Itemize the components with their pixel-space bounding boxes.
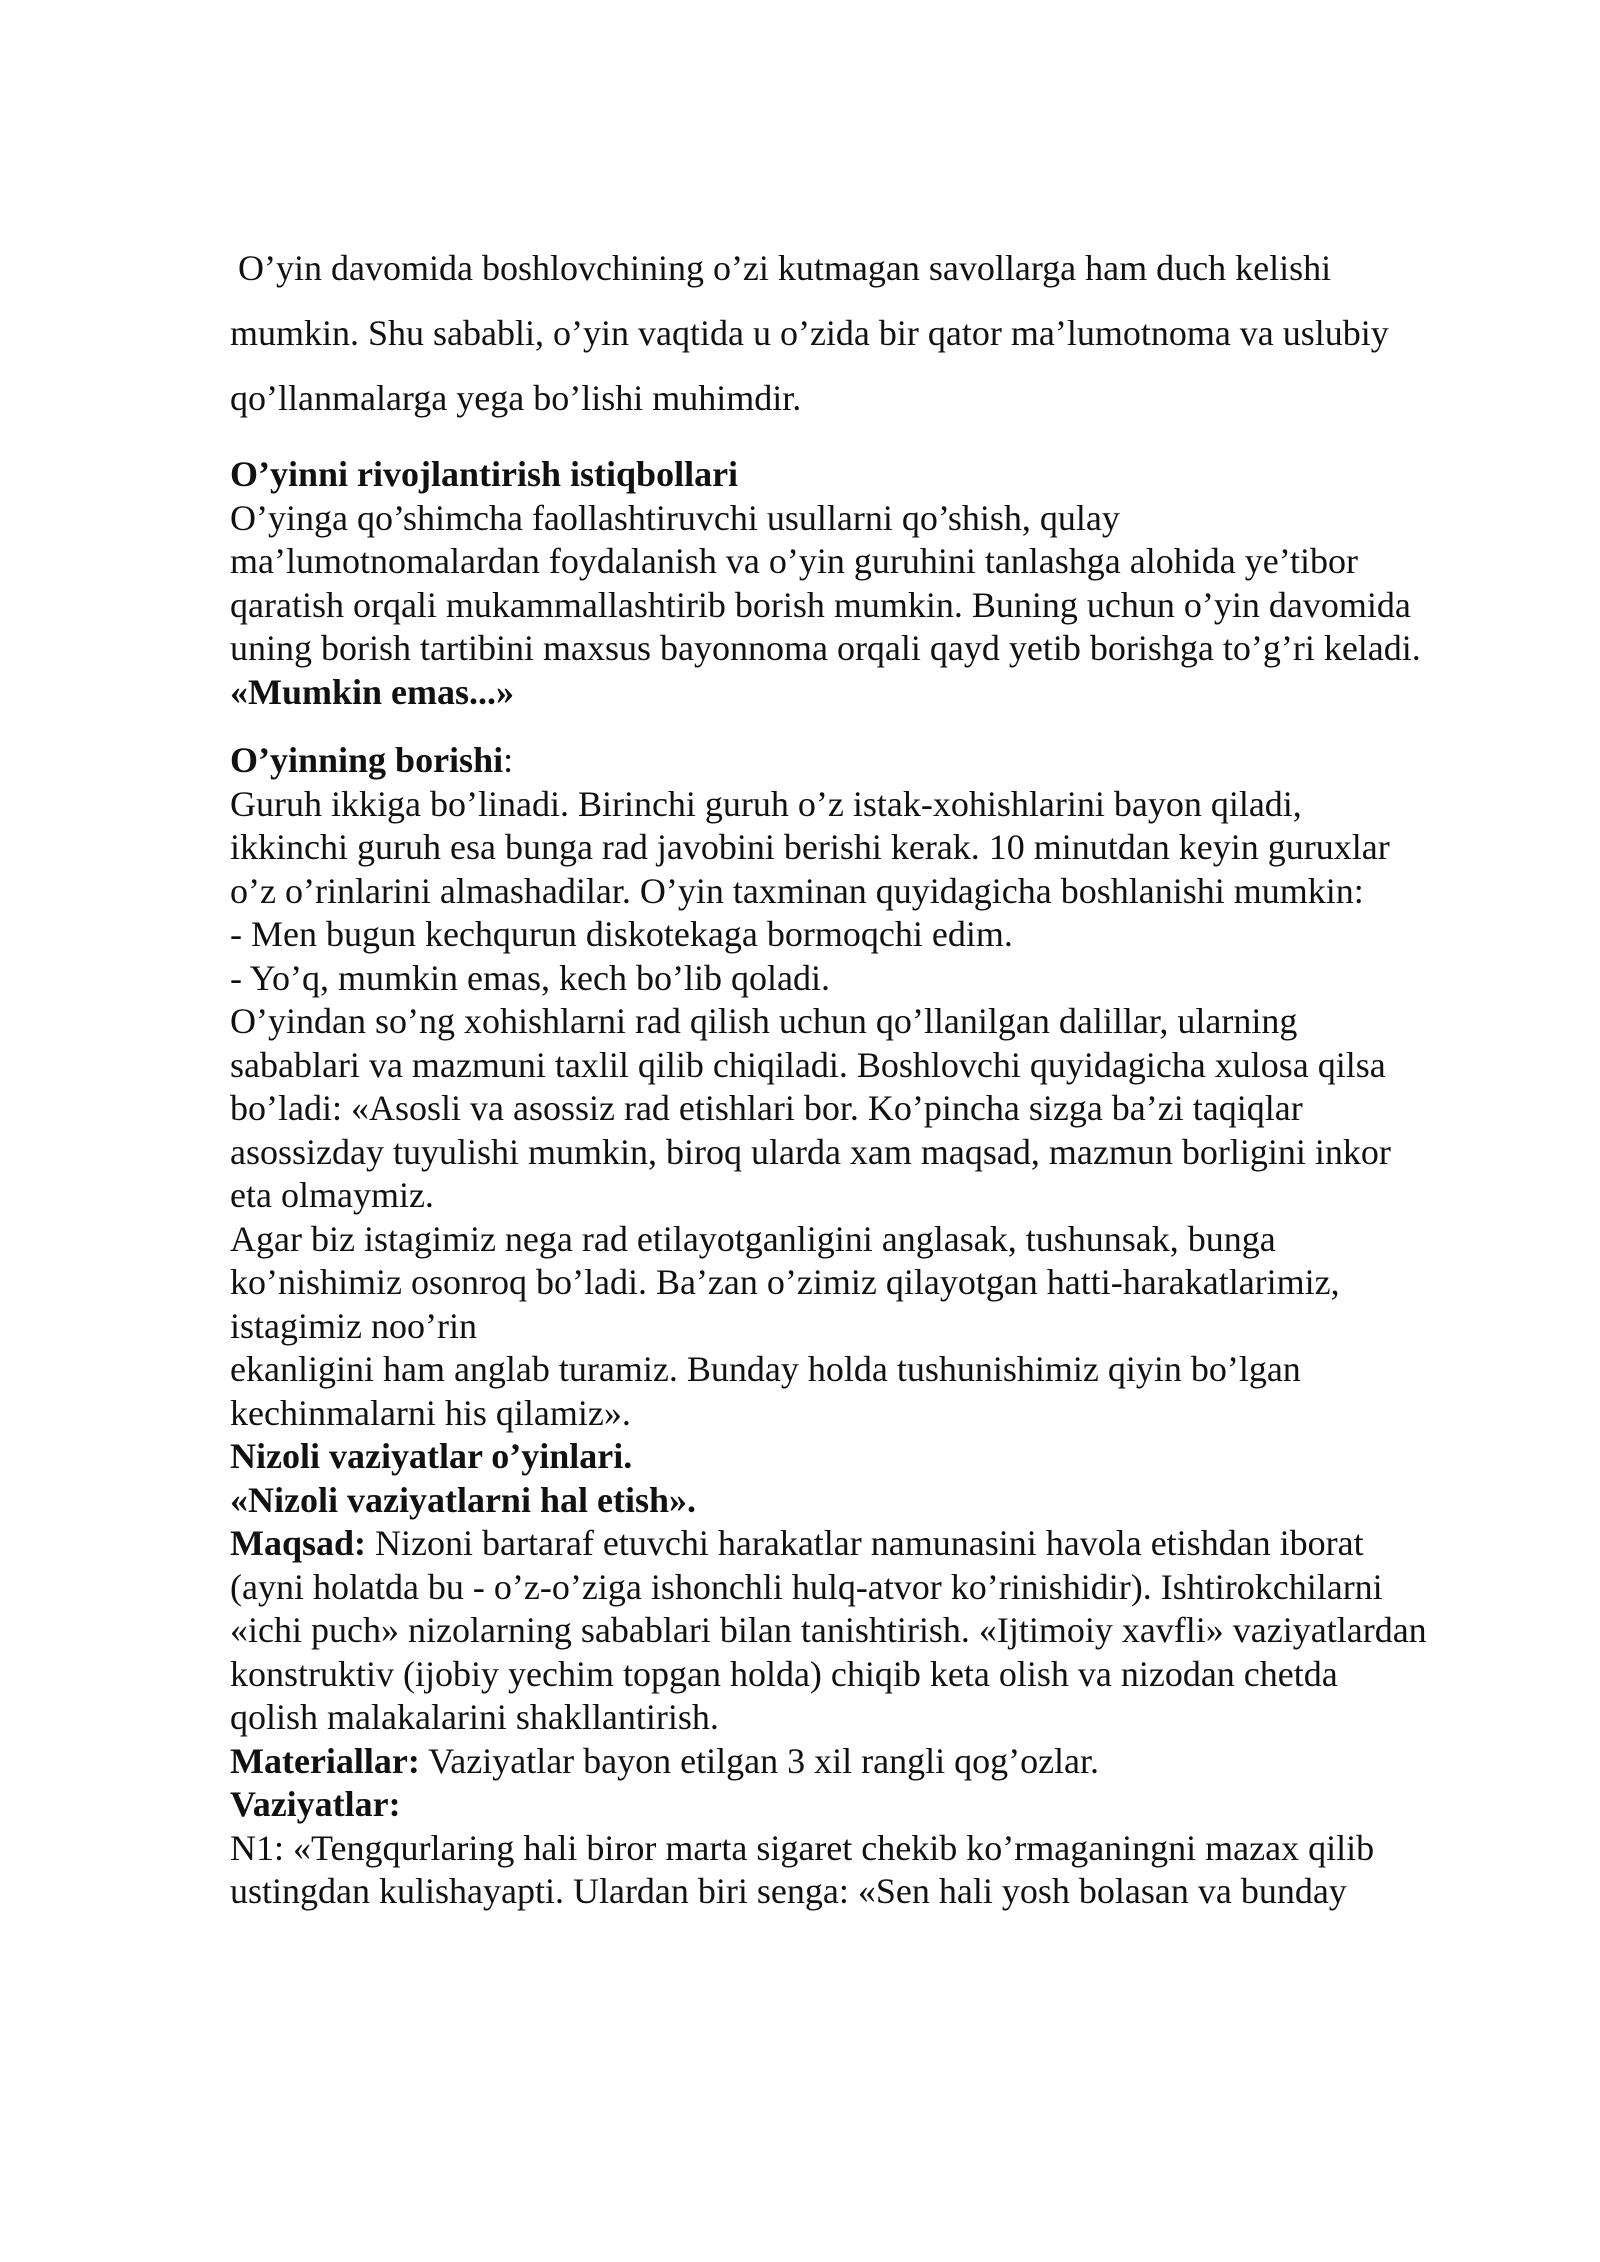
materials-label: Materiallar: bbox=[230, 1740, 420, 1781]
text-line: (ayni holatda bu - o’z-o’ziga ishonchli hulq-atvor ko’rinishidir). Ishtirokchilarni bbox=[230, 1566, 1383, 1607]
document-page bbox=[230, 236, 1520, 1914]
text-line: istagimiz noo’rin bbox=[230, 1305, 477, 1346]
paragraph-gap bbox=[230, 714, 1520, 739]
text-line: sabablari va mazmuni taxlil qilib chiqiladi. Boshlovchi quyidagicha xulosa qilsa bbox=[230, 1044, 1386, 1085]
game-title-conflicts: «Nizoli vaziyatlarni hal etish». bbox=[230, 1479, 696, 1520]
goal-line: Maqsad: Nizoni bartaraf etuvchi harakatlar namunasini havola etishdan iborat bbox=[230, 1523, 1364, 1563]
dialogue-line: - Yo’q, mumkin emas, kech bo’lib qoladi. bbox=[230, 957, 830, 998]
goal-label: Maqsad: bbox=[230, 1523, 367, 1563]
text-line: eta olmaymiz. bbox=[230, 1175, 434, 1215]
section-heading-conflict-games: Nizoli vaziyatlar o’yinlari. bbox=[230, 1436, 633, 1476]
situation-line: N1: «Tengqurlaring hali biror marta sigaret chekib ko’rmaganingni mazax qilib bbox=[230, 1827, 1375, 1868]
text-line: bo’ladi: «Asosli va asossiz rad etishlari bor. Ko’pincha sizga ba’zi taqiqlar bbox=[230, 1088, 1303, 1128]
dialogue-line: - Men bugun kechqurun diskotekaga bormoqchi edim. bbox=[230, 914, 1013, 954]
text-line: qaratish orqali mukammallashtirib borish mumkin. Buning uchun o’yin davomida bbox=[230, 584, 1411, 625]
text-line: o’z o’rinlarini almashadilar. O’yin taxminan quyidagicha boshlanishi mumkin: bbox=[230, 870, 1364, 911]
text-line: O’yindan so’ng xohishlarni rad qilish uchun qo’llanilgan dalillar, ularning bbox=[230, 1001, 1298, 1041]
game-title: «Mumkin emas...» bbox=[230, 671, 515, 712]
section-heading-game-progress: O’yinning borishi: bbox=[230, 740, 514, 780]
intro-line: mumkin. Shu sababli, o’yin vaqtida u o’zida bir qator ma’lumotnoma va uslubiy bbox=[230, 313, 1389, 353]
text-line: ikkinchi guruh esa bunga rad javobini berishi kerak. 10 minutdan keyin guruxlar bbox=[230, 827, 1390, 867]
situation-line: ustingdan kulishayapti. Ulardan biri senga: «Sen hali yosh bolasan va bunday bbox=[230, 1871, 1347, 1911]
materials-line: Materiallar: Vaziyatlar bayon etilgan 3 xil rangli qog’ozlar. bbox=[230, 1740, 1100, 1781]
text-line: Agar biz istagimiz nega rad etilayotganligini anglasak, tushunsak, bunga bbox=[230, 1218, 1276, 1259]
intro-line: qo’llanmalarga yega bo’lishi muhimdir. bbox=[230, 378, 802, 418]
text-line: ko’nishimiz osonroq bo’ladi. Ba’zan o’zimiz qilayotgan hatti-harakatlarimiz, bbox=[230, 1262, 1340, 1302]
text-line: uning borish tartibini maxsus bayonnoma orqali qayd yetib borishga to’g’ri keladi. bbox=[230, 628, 1421, 668]
text-line: O’yinga qo’shimcha faollashtiruvchi usullarni qo’shish, qulay bbox=[230, 497, 1120, 538]
text-line: «ichi puch» nizolarning sabablari bilan tanishtirish. «Ijtimoiy xavfli» vaziyatlardan bbox=[230, 1610, 1427, 1650]
text-line: ma’lumotnomalardan foydalanish va o’yin guruhini tanlashga alohida ye’tibor bbox=[230, 541, 1359, 581]
document-body bbox=[230, 453, 1520, 1914]
text-line: Guruh ikkiga bo’linadi. Birinchi guruh o’z istak-xohishlarini bayon qiladi, bbox=[230, 783, 1302, 824]
situations-label: Vaziyatlar: bbox=[230, 1784, 401, 1824]
text-line: kechinmalarni his qilamiz». bbox=[230, 1392, 631, 1433]
text-line: asossizday tuyulishi mumkin, biroq ularda xam maqsad, mazmun borligini inkor bbox=[230, 1131, 1391, 1172]
text-line: ekanligini ham anglab turamiz. Bunday holda tushunishimiz qiyin bo’lgan bbox=[230, 1349, 1301, 1389]
intro-paragraph bbox=[230, 236, 1520, 431]
text-line: konstruktiv (ijobiy yechim topgan holda) chiqib keta olish va nizodan chetda bbox=[230, 1653, 1338, 1694]
text-line: qolish malakalarini shakllantirish. bbox=[230, 1697, 719, 1737]
intro-line: O’yin davomida boshlovchining o’zi kutmagan savollarga ham duch kelishi bbox=[238, 248, 1332, 288]
section-heading-prospects: O’yinni rivojlantirish istiqbollari bbox=[230, 454, 739, 494]
